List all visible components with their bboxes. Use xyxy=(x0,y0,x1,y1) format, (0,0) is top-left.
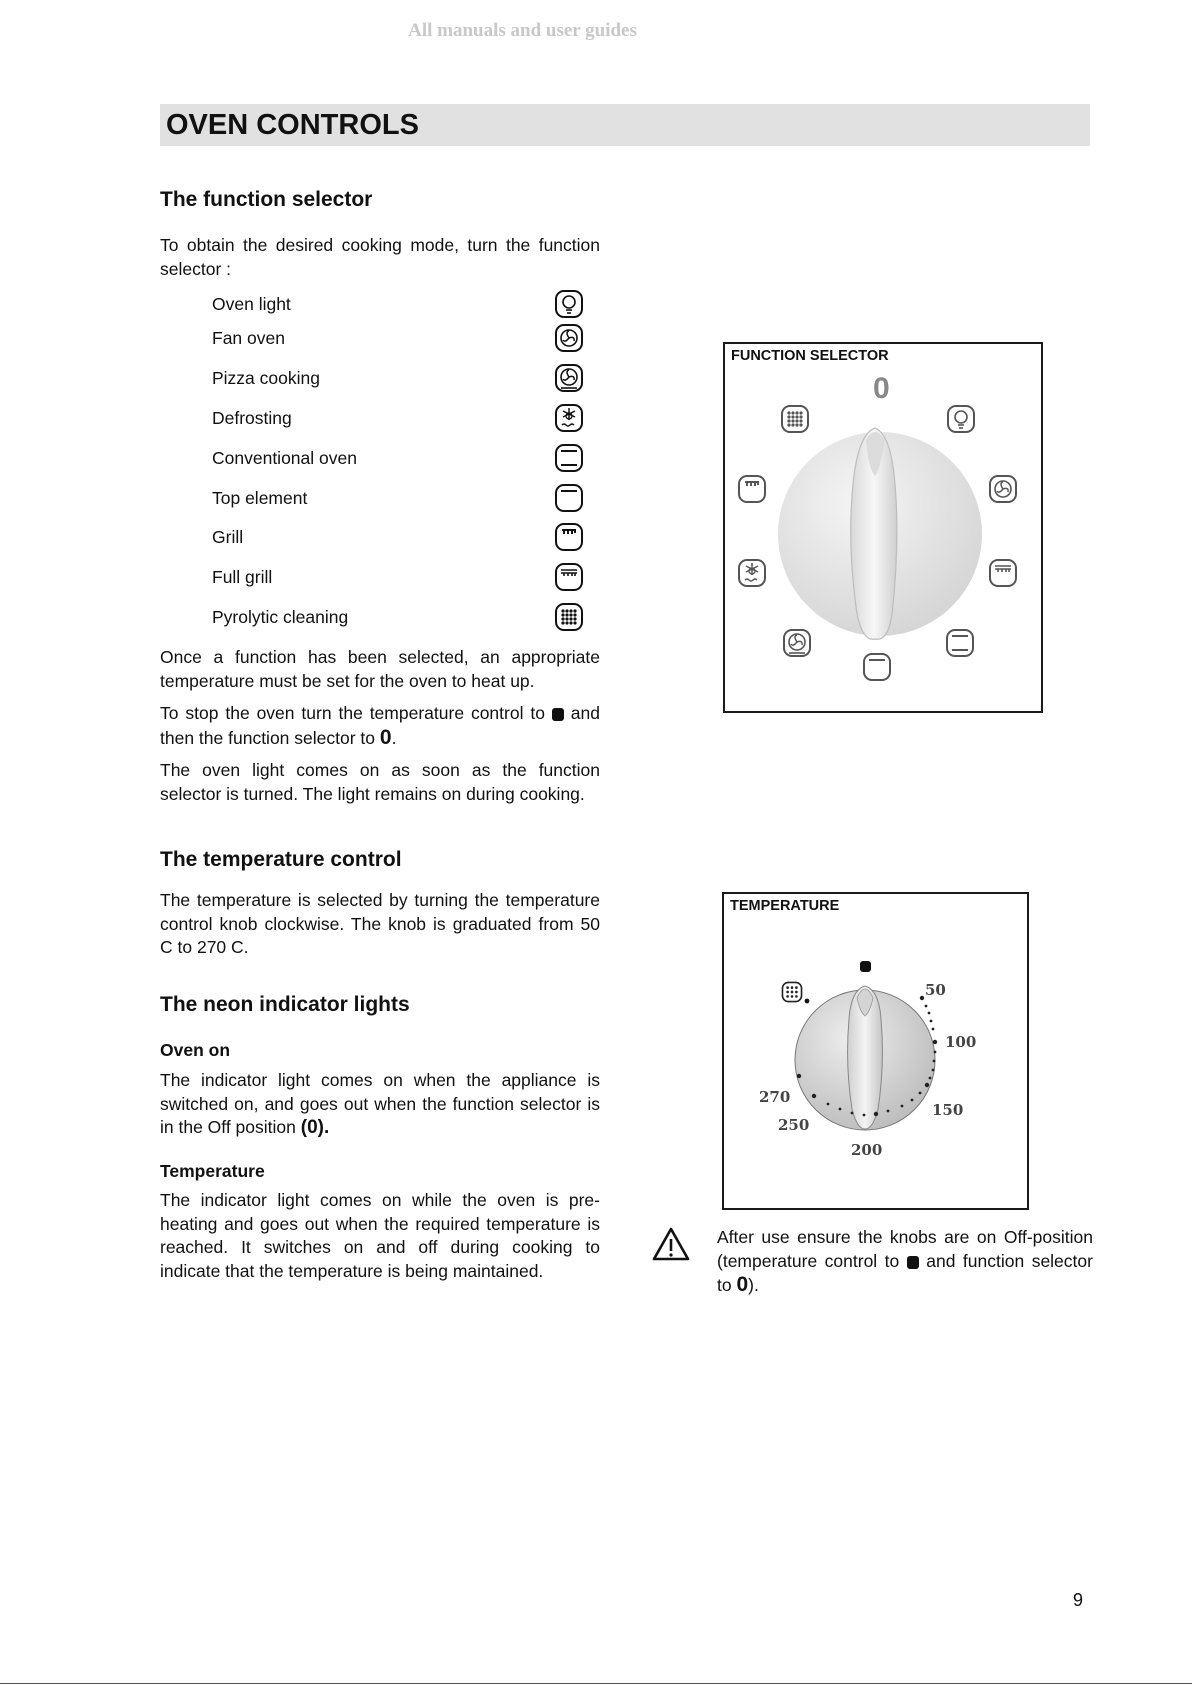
list-item xyxy=(212,605,592,637)
page-number: 9 xyxy=(1073,1590,1084,1610)
function-label: Top element xyxy=(212,488,308,508)
temperature-control-paragraph: The temperature is selected by turning the temperature control knob clockwise. The knob is graduated from 50 C to 270 C. xyxy=(160,890,600,957)
fan-icon xyxy=(988,474,1018,504)
full-grill-icon xyxy=(554,562,584,592)
list-item xyxy=(212,446,592,478)
stop-oven-text: To stop the oven turn the temperature control to xyxy=(160,703,545,723)
grill-icon xyxy=(554,522,584,552)
top-bottom-heat-icon xyxy=(554,443,584,473)
warning-text-b: and function selector to xyxy=(717,1250,1093,1295)
page-title: OVEN CONTROLS xyxy=(166,109,419,141)
function-label: Oven light xyxy=(212,294,291,314)
warning-text xyxy=(717,1226,1093,1298)
temperature-control-text xyxy=(160,889,600,960)
warning-suffix: ). xyxy=(748,1275,759,1295)
bulb-icon xyxy=(554,289,584,319)
oven-on-text xyxy=(160,1069,600,1140)
scale-label-270: 270 xyxy=(759,1088,791,1106)
function-label: Full grill xyxy=(212,567,273,587)
list-item xyxy=(212,565,592,597)
function-label: Conventional oven xyxy=(212,448,357,468)
zero-symbol: 0 xyxy=(379,725,392,749)
fan-icon xyxy=(554,323,584,353)
intro-text: To obtain the desired cooking mode, turn the function selector : xyxy=(160,235,600,279)
off-dot-icon xyxy=(552,708,564,721)
list-item xyxy=(212,406,592,438)
temperature-diagram xyxy=(722,892,1029,1210)
off-dot-icon xyxy=(907,1256,919,1269)
pyrolytic-icon xyxy=(554,602,584,632)
grill-icon xyxy=(737,474,767,504)
oven-light-paragraph: The oven light comes on as soon as the function selector is turned. The light remains on during cooking. xyxy=(160,760,600,804)
temperature-knob-drawing xyxy=(724,894,1027,1208)
bottom-rule xyxy=(0,1683,1192,1684)
function-label: Pizza cooking xyxy=(212,368,320,388)
temperature-indicator-text xyxy=(160,1189,600,1283)
scale-label-100: 100 xyxy=(945,1033,977,1051)
temperature-control-heading: The temperature control xyxy=(160,848,402,871)
oven-on-heading: Oven on xyxy=(160,1040,231,1060)
bulb-icon xyxy=(946,404,976,434)
top-heat-icon xyxy=(862,652,892,682)
note-paragraph: Once a function has been selected, an appropriate temperature must be set for the oven to heat up. xyxy=(160,647,600,691)
stop-oven-paragraph xyxy=(160,702,600,750)
pyrolytic-icon xyxy=(780,404,810,434)
neon-lights-heading: The neon indicator lights xyxy=(160,993,410,1016)
function-panel-title: FUNCTION SELECTOR xyxy=(731,348,889,364)
top-bottom-heat-icon xyxy=(945,628,975,658)
zero-mark: 0 xyxy=(873,372,890,405)
scale-label-50: 50 xyxy=(925,981,946,999)
list-item xyxy=(212,525,592,557)
temperature-indicator-paragraph: The indicator light comes on while the oven is pre-heating and goes out when the required temperature is reached. It switches on and off during cooking to indicate that the temperature is being maintained. xyxy=(160,1190,600,1281)
list-item xyxy=(212,366,592,398)
scale-label-250: 250 xyxy=(778,1116,810,1134)
list-item xyxy=(212,292,592,324)
pyrolytic-icon xyxy=(781,981,803,1003)
zero-symbol: 0 xyxy=(736,1273,749,1296)
list-item xyxy=(212,486,592,518)
scale-label-150: 150 xyxy=(932,1101,964,1119)
pizza-fan-icon xyxy=(782,628,812,658)
pizza-fan-icon xyxy=(554,363,584,393)
function-selector-heading: The function selector xyxy=(160,188,373,211)
warning-paragraph xyxy=(717,1226,1093,1298)
full-grill-icon xyxy=(988,558,1018,588)
top-heat-icon xyxy=(554,483,584,513)
function-label: Grill xyxy=(212,527,244,547)
function-label: Fan oven xyxy=(212,328,285,348)
function-label: Pyrolytic cleaning xyxy=(212,607,349,627)
list-item xyxy=(212,326,592,358)
function-selector-notes xyxy=(160,646,600,806)
temperature-panel-title: TEMPERATURE xyxy=(730,898,840,914)
off-position-symbol: (0). xyxy=(300,1117,330,1138)
period: . xyxy=(391,727,397,748)
function-selector-diagram xyxy=(723,342,1043,713)
stop-oven-text-2: and then the function selector to xyxy=(160,703,600,748)
function-label: Defrosting xyxy=(212,408,292,428)
oven-on-paragraph xyxy=(160,1069,600,1140)
warning-text-a: After use ensure the knobs are on Off-position (temperature control to xyxy=(717,1227,1093,1271)
scale-label-200: 200 xyxy=(851,1141,883,1159)
temperature-heading: Temperature xyxy=(160,1161,265,1181)
watermark: All manuals and user guides xyxy=(408,20,637,41)
warning-triangle-icon xyxy=(651,1226,691,1262)
snowflake-icon xyxy=(554,403,584,433)
oven-on-body: The indicator light comes on when the appliance is switched on, and goes out when the function selector is in the Off position xyxy=(160,1070,600,1137)
snowflake-icon xyxy=(737,558,767,588)
page-title-bar xyxy=(160,104,1090,146)
function-selector-intro xyxy=(160,234,600,281)
